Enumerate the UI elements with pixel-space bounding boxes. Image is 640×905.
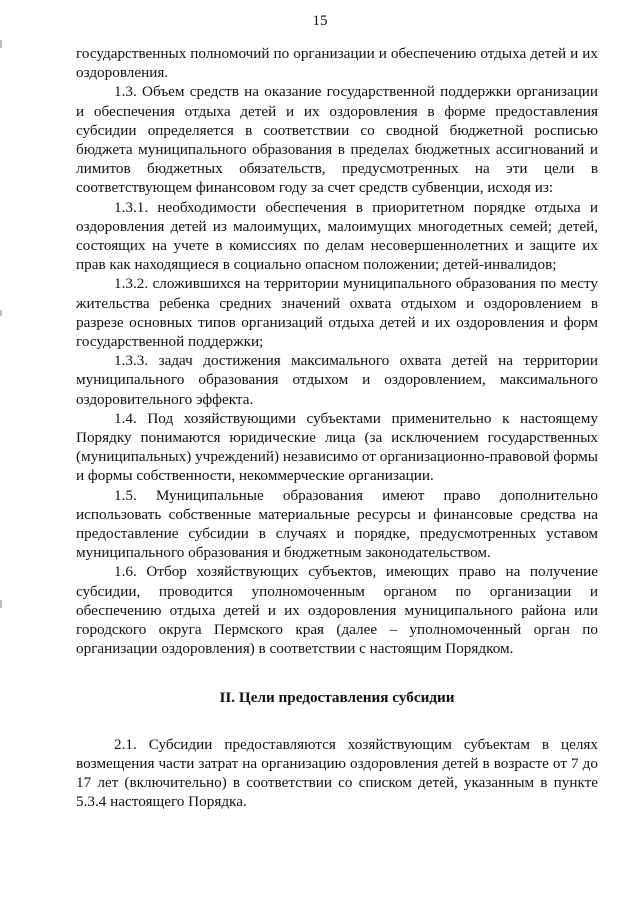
left-edge-mark xyxy=(0,310,2,316)
paragraph-1-6: 1.6. Отбор хозяйствующих субъектов, имеющих право на получение субсидии, проводится уполномоченным органом по организации и обеспечению отдыха детей и их оздоровления муниципального района или городского округа Пермского края (далее – уполномоченный орган по организации оздоровления) в соответствии с настоящим Порядком. xyxy=(76,563,598,658)
left-edge-mark xyxy=(0,600,2,608)
paragraph-2-1: 2.1. Субсидии предоставляются хозяйствующим субъектам в целях возмещения части затрат на организацию оздоровления детей в возрасте от 7 до 17 лет (включительно) в соответствии со списком детей, указанным в пункте 5.3.4 настоящего Порядка. xyxy=(76,735,598,811)
paragraph-1-3-2: 1.3.2. сложившихся на территории муниципального образования по месту жительства ребенка средних значений охвата отдыхом и оздоровлением в разрезе основных типов организаций отдыха детей и их оздоровления и форм государственной поддержки; xyxy=(76,275,598,351)
page-number: 15 xyxy=(312,13,328,29)
paragraph-1-4: 1.4. Под хозяйствующими субъектами применительно к настоящему Порядку понимаются юридические лица (за исключением государственных (муниципальных) учреждений) независимо от организационно-правовой формы и формы собственности, некоммерческие организации. xyxy=(76,409,598,485)
left-edge-mark xyxy=(0,40,2,48)
paragraph-1-3-3: 1.3.3. задач достижения максимального охвата детей на территории муниципального образования отдыхом и оздоровлением, максимального оздоровительного эффекта. xyxy=(76,352,598,408)
paragraph-1-3: 1.3. Объем средств на оказание государственной поддержки организации и обеспечения отдыха детей и их оздоровления в форме предоставления субсидии определяется в соответствии со сводной бюджетной росписью бюджета муниципального образования в пределах бюджетных ассигнований и лимитов бюджетных обязательств, предусмотренных на эти цели в соответствующем финансовом году за счет средств субвенции, исходя из: xyxy=(76,83,598,197)
paragraph-1-5: 1.5. Муниципальные образования имеют право дополнительно использовать собственные материальные ресурсы и финансовые средства на предоставление субсидии в случаях и порядке, предусмотренных уставом муниципального образования и бюджетным законодательством. xyxy=(76,486,598,562)
section-heading: II. Цели предоставления субсидии xyxy=(219,688,455,706)
paragraph-1-3-1: 1.3.1. необходимости обеспечения в приоритетном порядке отдыха и оздоровления детей из малоимущих, малоимущих многодетных семей; детей, состоящих на учете в комиссиях по делам несовершеннолетних и защите их прав как находящиеся в социально опасном положении; детей-инвалидов; xyxy=(76,198,598,274)
document-body xyxy=(76,44,598,812)
paragraph-continuation: государственных полномочий по организации и обеспечению отдыха детей и их оздоровления. xyxy=(76,45,598,82)
